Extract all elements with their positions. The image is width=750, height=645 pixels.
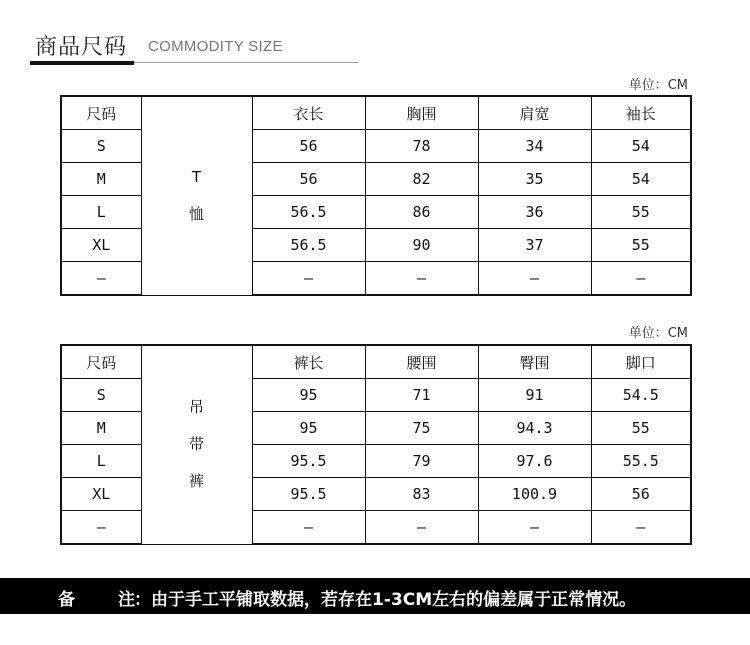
table-cell: 83 — [365, 478, 478, 511]
table-cell: 37 — [478, 229, 591, 262]
table-cell: 97.6 — [478, 445, 591, 478]
table-header-row — [61, 345, 691, 379]
table-cell: 56 — [252, 163, 365, 196]
table-cell: – — [252, 511, 365, 545]
table-cell: 56 — [591, 478, 691, 511]
size-cell: – — [61, 511, 141, 545]
table-cell: – — [365, 262, 478, 296]
table-cell: 79 — [365, 445, 478, 478]
table-cell: 54 — [591, 130, 691, 163]
table-cell: 56.5 — [252, 196, 365, 229]
table-cell: – — [365, 511, 478, 545]
column-header: 尺码 — [61, 345, 141, 379]
table-header-row — [61, 96, 691, 130]
table-cell: 90 — [365, 229, 478, 262]
table-cell: 54 — [591, 163, 691, 196]
table-cell: 75 — [365, 412, 478, 445]
size-cell: S — [61, 379, 141, 412]
size-cell: – — [61, 262, 141, 296]
table-cell: 55 — [591, 412, 691, 445]
unit-label: 单位：CM — [628, 326, 688, 341]
table-cell: – — [478, 511, 591, 545]
table-cell: 95 — [252, 412, 365, 445]
section-title: 商品尺码 — [35, 35, 128, 60]
size-cell: XL — [61, 229, 141, 262]
column-header: 腰围 — [365, 345, 478, 379]
table-cell: 56.5 — [252, 229, 365, 262]
note-bar — [0, 578, 750, 614]
table-cell: 35 — [478, 163, 591, 196]
category-char: 恤 — [188, 204, 204, 223]
table-cell: – — [252, 262, 365, 296]
column-header: 臀围 — [478, 345, 591, 379]
table-cell: 34 — [478, 130, 591, 163]
category-char: 裤 — [188, 472, 204, 491]
unit-label: 单位：CM — [628, 78, 688, 93]
header-accent-bar — [30, 61, 134, 65]
table-cell: 95 — [252, 379, 365, 412]
size-cell: M — [61, 163, 141, 196]
column-header: 裤长 — [252, 345, 365, 379]
table-cell: 94.3 — [478, 412, 591, 445]
table-cell: – — [591, 511, 691, 545]
table-cell: 95.5 — [252, 478, 365, 511]
table-cell: 55 — [591, 229, 691, 262]
table-cell: – — [591, 262, 691, 296]
table-cell: 54.5 — [591, 379, 691, 412]
table-cell: 55 — [591, 196, 691, 229]
size-cell: XL — [61, 478, 141, 511]
column-header: 肩宽 — [478, 96, 591, 130]
column-header: 胸围 — [365, 96, 478, 130]
note-label: 备 — [58, 590, 75, 610]
note-text: ：由于手工平铺取数据，若存在1-3CM左右的偏差属于正常情况。 — [134, 590, 637, 610]
column-header: 衣长 — [252, 96, 365, 130]
table-cell: 95.5 — [252, 445, 365, 478]
column-header: 脚口 — [591, 345, 691, 379]
column-header: 袖长 — [591, 96, 691, 130]
category-cell — [141, 96, 252, 295]
table-cell: 82 — [365, 163, 478, 196]
size-cell: L — [61, 445, 141, 478]
category-char: 带 — [188, 435, 204, 454]
section-subtitle: COMMODITY SIZE — [148, 38, 283, 55]
section-header — [30, 26, 358, 70]
column-header: 尺码 — [61, 96, 141, 130]
table-cell: – — [478, 262, 591, 296]
category-cell — [141, 345, 252, 544]
table-cell: 71 — [365, 379, 478, 412]
size-table-overalls — [60, 344, 692, 545]
category-char: 吊 — [188, 398, 204, 417]
table-cell: 100.9 — [478, 478, 591, 511]
note-label: 注 — [118, 590, 135, 610]
table-cell: 56 — [252, 130, 365, 163]
size-cell: M — [61, 412, 141, 445]
table-cell: 86 — [365, 196, 478, 229]
table-cell: 91 — [478, 379, 591, 412]
size-table-tshirt — [60, 95, 692, 296]
size-cell: L — [61, 196, 141, 229]
table-cell: 55.5 — [591, 445, 691, 478]
category-char: T — [191, 167, 202, 186]
size-cell: S — [61, 130, 141, 163]
table-cell: 78 — [365, 130, 478, 163]
table-cell: 36 — [478, 196, 591, 229]
